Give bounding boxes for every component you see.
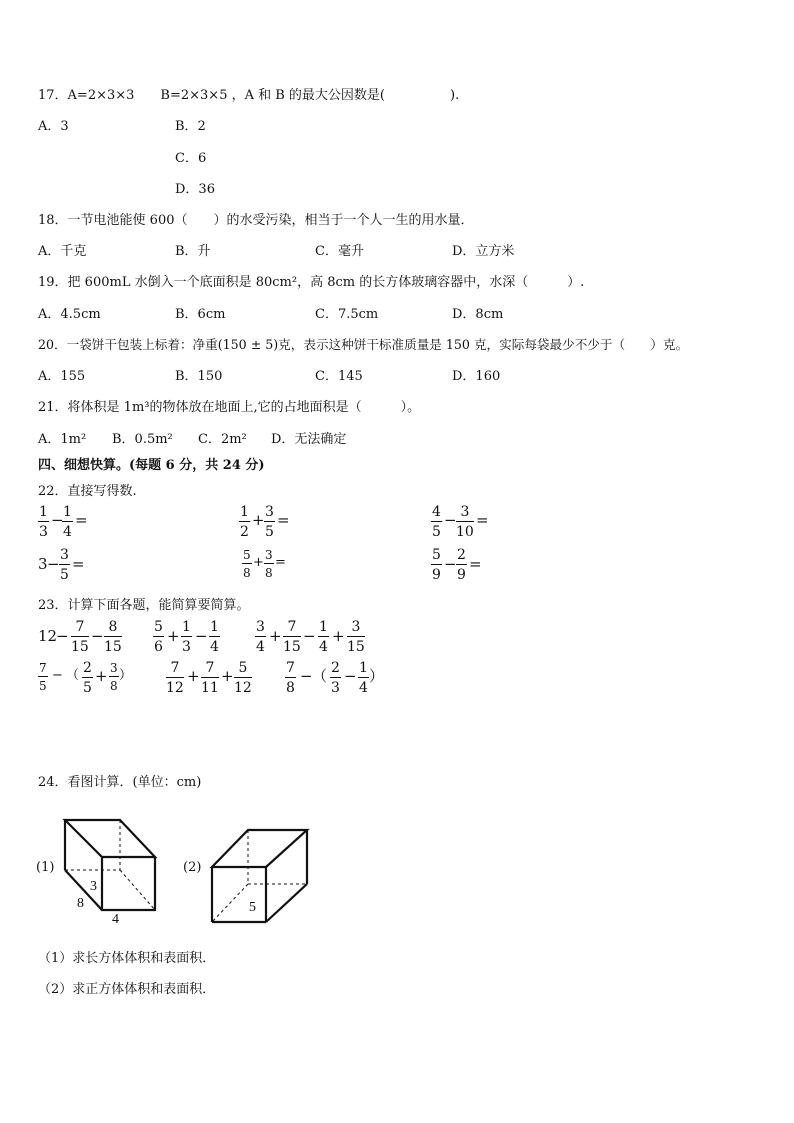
fraction: 5 8 [243, 548, 251, 580]
minus-sign: − [303, 627, 316, 645]
figure-2-label: (2) [183, 860, 202, 875]
q19-option-b: B．6cm [175, 307, 226, 322]
fraction: 7 12 [166, 660, 184, 696]
q21-option-b: B．0.5m² [112, 432, 173, 447]
q20-option-c: C．145 [315, 369, 363, 384]
whole-number: 12 [38, 627, 58, 645]
plus-sign: + [95, 667, 108, 685]
q21-stem: 21．将体积是 1m³的物体放在地面上,它的占地面积是（ ）。 [38, 400, 421, 415]
q24-sub2: （2）求正方体体积和表面积． [38, 982, 216, 997]
fraction: 5 6 [154, 619, 163, 655]
cube-figure [205, 825, 315, 925]
fraction: 1 3 [182, 619, 191, 655]
fraction: 1 4 [210, 619, 219, 655]
plus-sign: + [221, 667, 234, 685]
equals-sign: = [476, 511, 489, 529]
minus-sign: − [195, 627, 208, 645]
q19-option-c: C．7.5cm [315, 307, 379, 322]
width-label: 8 [77, 896, 84, 911]
fraction: 7 15 [283, 619, 301, 655]
fraction: 3 8 [110, 661, 118, 693]
equals-sign: = [469, 555, 482, 573]
minus-sign: − [47, 555, 60, 573]
fraction: 5 9 [432, 547, 441, 583]
plus-sign: + [187, 667, 200, 685]
q19-option-a: A．4.5cm [38, 307, 101, 322]
q18-stem: 18．一节电池能使 600（ ）的水受污染，相当于一个人一生的用水量． [38, 213, 474, 228]
q20-option-a: A．155 [38, 369, 86, 384]
q17-option-a: A．3 [38, 119, 69, 134]
minus-sign: − [444, 511, 457, 529]
q20-option-d: D．160 [452, 369, 501, 384]
figure-1-label: (1) [36, 860, 55, 875]
q17-stem: 17．A=2×3×3 B=2×3×5 ，A 和 B 的最大公因数是( ). [38, 88, 460, 103]
minus-sign: − [344, 667, 357, 685]
whole-number: 3 [38, 555, 48, 573]
q20-stem: 20．一袋饼干包装上标着：净重(150 ± 5)克，表示这种饼干标准质量是 150 克，实际每袋最少不少于（ ）克。 [38, 337, 689, 352]
q19-option-d: D．8cm [452, 307, 504, 322]
equals-sign: = [75, 511, 88, 529]
fraction: 2 3 [331, 660, 340, 696]
fraction: 7 15 [71, 619, 89, 655]
fraction: 7 11 [201, 660, 219, 696]
equals-sign: = [72, 555, 85, 573]
equals-sign: = [277, 511, 290, 529]
fraction: 8 15 [104, 619, 122, 655]
q18-option-d: D．立方米 [452, 244, 515, 259]
q18-option-b: B．升 [175, 244, 211, 259]
q20-option-b: B．150 [175, 369, 223, 384]
q21-option-a: A．1m² [38, 432, 87, 447]
q23-stem: 23．计算下面各题，能简算要简算。 [38, 598, 250, 613]
fraction: 3 5 [265, 504, 274, 540]
right-paren: ） [369, 667, 385, 685]
minus-sign: − [52, 668, 63, 683]
minus-sign: − [300, 667, 313, 685]
minus-sign: − [51, 511, 64, 529]
fraction: 7 5 [39, 661, 47, 693]
q24-sub1: （1）求长方体体积和表面积． [38, 951, 216, 966]
minus-sign: − [56, 627, 69, 645]
fraction: 4 5 [432, 504, 441, 540]
fraction: 2 5 [83, 660, 92, 696]
fraction: 3 10 [456, 504, 474, 540]
fraction: 7 8 [286, 660, 295, 696]
q17-option-b: B．2 [175, 119, 206, 134]
q18-option-c: C．毫升 [315, 244, 364, 259]
section-4-title: 四、细想快算。(每题 6 分，共 24 分) [38, 458, 265, 473]
left-paren: （ [312, 667, 328, 685]
q17-option-d: D．36 [175, 182, 215, 197]
fraction: 3 4 [256, 619, 265, 655]
minus-sign: − [91, 627, 104, 645]
equals-sign: = [275, 555, 286, 570]
fraction: 3 5 [60, 547, 69, 583]
fraction: 1 3 [39, 504, 48, 540]
q17-option-c: C．6 [175, 151, 207, 166]
height-label: 3 [90, 879, 97, 894]
right-paren: ） [119, 668, 133, 683]
plus-sign: + [167, 627, 180, 645]
fraction: 1 4 [63, 504, 72, 540]
q21-option-d: D．无法确定 [271, 432, 347, 447]
fraction: 2 9 [457, 547, 466, 583]
q19-stem: 19．把 600mL 水倒入一个底面积是 80cm²，高 8cm 的长方体玻璃容器中，水深（ ）. [38, 275, 585, 290]
fraction: 1 2 [240, 504, 249, 540]
fraction: 1 4 [319, 619, 328, 655]
left-paren: （ [66, 668, 80, 683]
plus-sign: + [252, 511, 265, 529]
edge-label: 5 [249, 900, 256, 915]
plus-sign: + [269, 627, 282, 645]
q21-option-c: C．2m² [198, 432, 247, 447]
q18-option-a: A．千克 [38, 244, 87, 259]
fraction: 3 8 [265, 548, 273, 580]
cuboid-figure [60, 815, 160, 927]
fraction: 3 15 [347, 619, 365, 655]
fraction: 5 12 [234, 660, 252, 696]
q24-stem: 24．看图计算．(单位：cm) [38, 775, 202, 790]
minus-sign: − [444, 555, 457, 573]
plus-sign: + [332, 627, 345, 645]
q22-stem: 22．直接写得数. [38, 484, 137, 499]
fraction: 1 4 [359, 660, 368, 696]
plus-sign: + [253, 555, 264, 570]
length-label: 4 [112, 912, 119, 927]
